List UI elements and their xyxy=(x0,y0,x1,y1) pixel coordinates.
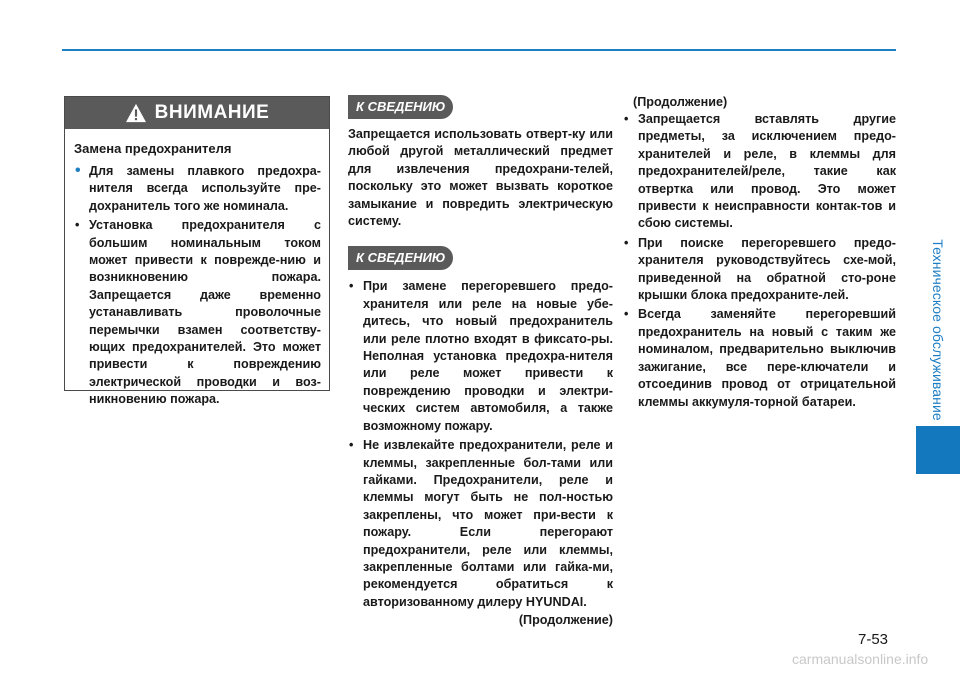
info-list xyxy=(348,278,613,611)
continued-label: (Продолжение) xyxy=(518,613,613,628)
warning-header-label: ВНИМАНИЕ xyxy=(154,102,270,123)
section-title: Техническое обслуживание xyxy=(930,239,946,421)
warning-header xyxy=(65,97,329,129)
list-item: • Не извлекайте предохранители, реле и клеммы, закрепленные бол-тами или гайками. Предохранители, реле и клеммы могут быть не пол-ностью закреплены, что может при-вести к пожару. Если перегорают предохранители, реле или клеммы, закрепленные болтами или гайка-ми, рекомендуется обратиться к авторизованному дилеру HYUNDAI. xyxy=(349,438,613,609)
warning-box xyxy=(64,96,330,407)
continued-column xyxy=(623,95,896,413)
info-column xyxy=(348,95,613,627)
info-badge: К СВЕДЕНИЮ xyxy=(348,95,453,119)
continued-label: (Продолжение) xyxy=(633,95,728,109)
bullet-icon: • xyxy=(624,112,629,126)
warning-list xyxy=(74,163,321,409)
bullet-icon: • xyxy=(75,218,80,233)
continued-list xyxy=(623,111,896,411)
bullet-icon: • xyxy=(349,279,354,294)
list-item: • Всегда заменяйте перегоревший предохранитель на новый с таким же номиналом, предварительно выключив зажигание, все пере-ключатели и отсоединив провод от отрицательной клеммы аккумуля-торной батареи. xyxy=(624,307,896,409)
warning-title: Замена предохранителя xyxy=(74,141,232,156)
warning-triangle-icon xyxy=(125,103,147,123)
section-tab xyxy=(916,426,960,474)
bullet-icon: • xyxy=(624,307,629,322)
info-badge: К СВЕДЕНИЮ xyxy=(348,246,453,270)
bullet-icon: • xyxy=(75,162,81,179)
list-item: • Для замены плавкого предохра-нителя всегда используйте пре-дохранитель того же номинала. xyxy=(75,162,321,213)
info-paragraph: Запрещается использовать отверт-ку или любой другой металлический предмет для извлечения предохрани-телей, поскольку это может вызвать короткое замыкание и повредить электрическую систему. xyxy=(348,127,613,229)
list-item: • Запрещается вставлять другие предметы, за исключением предо-хранителей и реле, в клеммы для предохранителей/реле, такие как отвертка или провод. Это может привести к неисправности контак-тов и сбою системы. xyxy=(624,112,896,231)
bullet-icon: • xyxy=(349,438,354,453)
list-item: • Установка предохранителя с большим номинальным током может привести к поврежде-нию и возникновению пожара. Запрещается даже временно устанавливать проволочные перемычки взамен соответству-ющих предохранителей. Это может привести к повреждению электрической проводки и воз-никновению пожара. xyxy=(75,218,321,407)
watermark: carmanualsonline.info xyxy=(792,651,929,667)
list-item: • При замене перегоревшего предо-хранителя или реле на новые убе-дитесь, что новый предохранитель или реле плотно входят в фиксато-ры. Неполная установка предохра-нителя или реле может привести к повреждению проводки и электри-ческих систем автомобиля, а также возможному пожару. xyxy=(349,279,613,433)
list-item: • При поиске перегоревшего предо-хранителя руководствуйтесь схе-мой, приведенной на обратной сто-роне крышки блока предохраните-лей. xyxy=(624,235,896,303)
top-rule xyxy=(62,49,896,51)
bullet-icon: • xyxy=(624,235,629,250)
page-number: 7-53 xyxy=(858,631,889,648)
warning-body xyxy=(65,129,329,409)
